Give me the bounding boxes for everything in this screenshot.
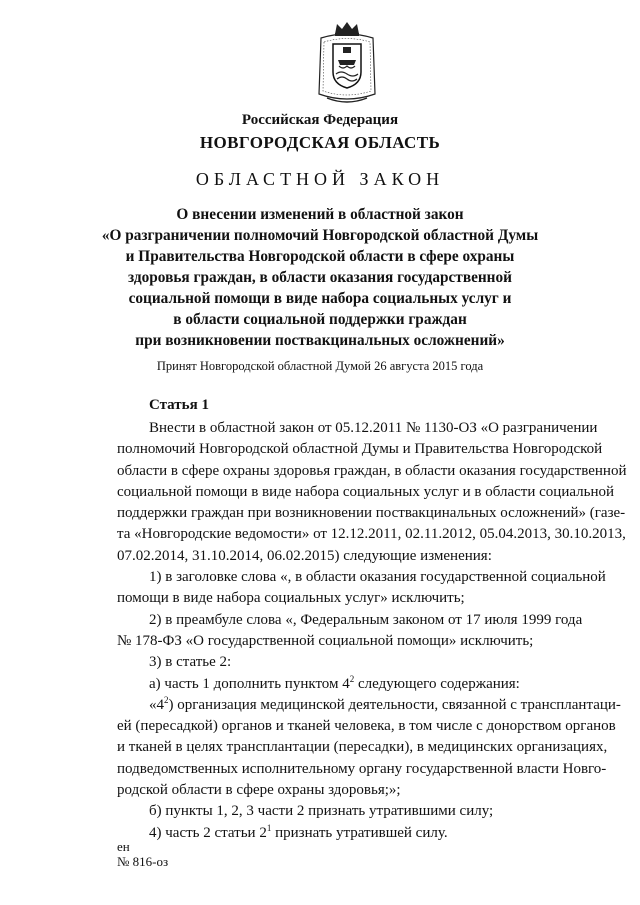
law-title	[0, 204, 640, 351]
title-line: при возникновении поствакцинальных осложнений»	[135, 332, 505, 349]
body-line: социальной помощи в виде набора социальных услуг и в области социальной	[117, 483, 615, 500]
document-footer	[117, 839, 168, 869]
law-number: № 816-оз	[117, 854, 169, 869]
superscript: 2	[349, 673, 355, 684]
country-name: Российская Федерация	[241, 112, 399, 128]
body-line: родской области в сфере охраны здоровья;»;	[117, 782, 401, 799]
text-run: ) организация медицинской деятельности, связанной с трансплантаци-	[168, 696, 621, 713]
body-line: области в сфере охраны здоровья граждан, в области оказания государственной	[117, 462, 627, 479]
body-line: Внести в областной закон от 05.12.2011 № 1130-ОЗ «О разграничении	[149, 420, 598, 436]
body-line: 2) в преамбуле слова «, Федеральным законом от 17 июля 1999 года	[149, 611, 583, 628]
body-line: та «Новгородские ведомости» от 12.12.2011, 02.11.2012, 05.04.2013, 30.10.2013,	[117, 526, 626, 543]
novgorod-coat-of-arms-icon	[313, 20, 381, 106]
title-line: социальной помощи в виде набора социальных услуг и	[128, 290, 512, 307]
body-line	[117, 823, 521, 844]
body-line: полномочий Новгородской областной Думы и Правительства Новгородской	[117, 441, 603, 458]
body-line: ей (пересадкой) органов и тканей человека, в том числе с донорством органов	[117, 718, 616, 735]
body-line: поддержки граждан при возникновении поствакцинальных осложнений» (газе-	[117, 505, 626, 522]
author-initials: ен	[117, 839, 130, 854]
body-line	[117, 694, 621, 716]
body-line: 1) в заголовке слова «, в области оказания государственной социальной	[149, 569, 606, 586]
adoption-note: Принят Новгородской областной Думой 26 августа 2015 года	[156, 359, 484, 373]
region-name: НОВГОРОДСКАЯ ОБЛАСТЬ	[199, 133, 441, 152]
title-line: «О разграничении полномочий Новгородской областной Думы	[101, 227, 539, 244]
document-type: ОБЛАСТНОЙ ЗАКОН	[195, 169, 445, 189]
text-run: 4) часть 2 статьи 2	[149, 824, 267, 841]
body-line: б) пункты 1, 2, 3 части 2 признать утратившими силу;	[149, 803, 494, 820]
text-run: признать утратившей силу.	[271, 824, 448, 841]
body-line: подведомственных исполнительному органу государственной власти Новго-	[117, 760, 607, 777]
article-heading: Статья 1	[149, 397, 209, 413]
superscript: 1	[266, 822, 272, 833]
text-run: а) часть 1 дополнить пунктом 4	[149, 675, 350, 692]
body-line	[117, 674, 521, 695]
title-line: О внесении изменений в областной закон	[176, 206, 464, 223]
title-line: в области социальной поддержки граждан	[173, 311, 467, 328]
body-line: 07.02.2014, 31.10.2014, 06.02.2015) следующие изменения:	[117, 547, 492, 564]
body-line: 3) в статье 2:	[149, 654, 232, 671]
title-line: здоровья граждан, в области оказания государственной	[128, 269, 512, 286]
article-body	[117, 418, 627, 844]
title-line: и Правительства Новгородской области в сфере охраны	[125, 248, 515, 265]
text-run: следующего содержания:	[354, 675, 520, 692]
body-line: и тканей в целях трансплантации (пересадки), в медицинских организациях,	[117, 739, 608, 756]
text-run: «4	[149, 696, 164, 713]
body-line: помощи в виде набора социальных услуг» исключить;	[117, 590, 465, 607]
superscript: 2	[164, 694, 169, 705]
body-line: № 178-ФЗ «О государственной социальной помощи» исключить;	[117, 632, 534, 649]
